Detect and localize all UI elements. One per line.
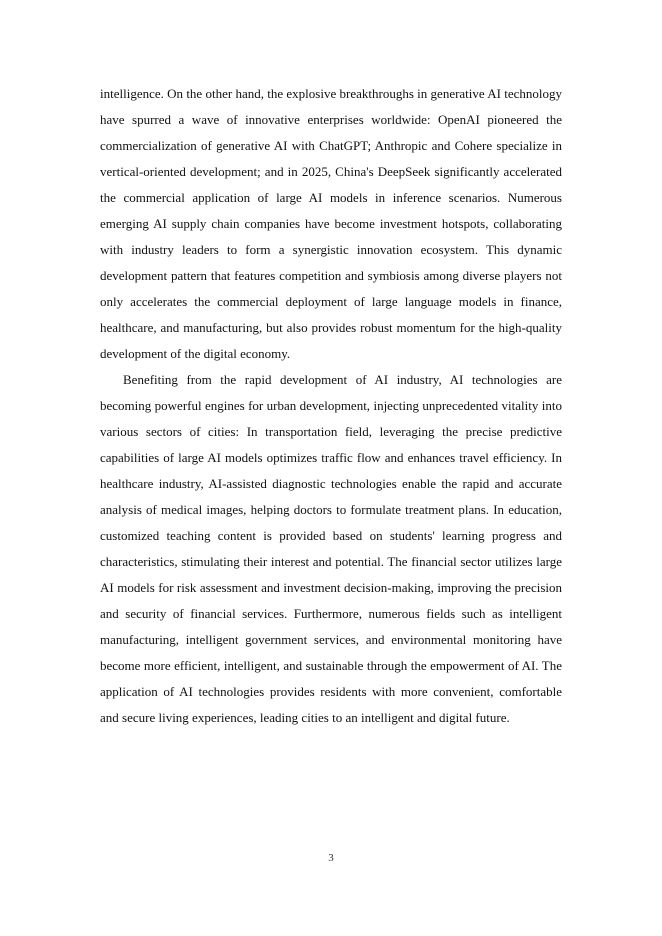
- paragraph-ai-urban-development: Benefiting from the rapid development of AI industry, AI technologies are becoming powerful engines for urban development, injecting unprecedented vitality into various sectors of cities: In transportation field, leveraging the precise predictive capabilities of large AI models optimizes traffic flow and enhances travel efficiency. In healthcare industry, AI-assisted diagnostic technologies enable the rapid and accurate analysis of medical images, helping doctors to formulate treatment plans. In education, customized teaching content is provided based on students' learning progress and characteristics, stimulating their interest and potential. The financial sector utilizes large AI models for risk assessment and investment decision-making, improving the precision and security of financial services. Furthermore, numerous fields such as intelligent manufacturing, intelligent government services, and environmental monitoring have become more efficient, intelligent, and sustainable through the empowerment of AI. The application of AI technologies provides residents with more convenient, comfortable and secure living experiences, leading cities to an intelligent and digital future.: [100, 372, 562, 725]
- page-number: 3: [328, 852, 334, 864]
- body-text: [100, 81, 562, 731]
- paragraph-continuation: intelligence. On the other hand, the explosive breakthroughs in generative AI technology have spurred a wave of innovative enterprises worldwide: OpenAI pioneered the commercialization of generative AI with ChatGPT; Anthropic and Cohere specialize in vertical-oriented development; and in 2025, China's DeepSeek significantly accelerated the commercial application of large AI models in inference scenarios. Numerous emerging AI supply chain companies have become investment hotspots, collaborating with industry leaders to form a synergistic innovation ecosystem. This dynamic development pattern that features competition and symbiosis among diverse players not only accelerates the commercial deployment of large language models in finance, healthcare, and manufacturing, but also provides robust momentum for the high-quality development of the digital economy.: [100, 86, 562, 361]
